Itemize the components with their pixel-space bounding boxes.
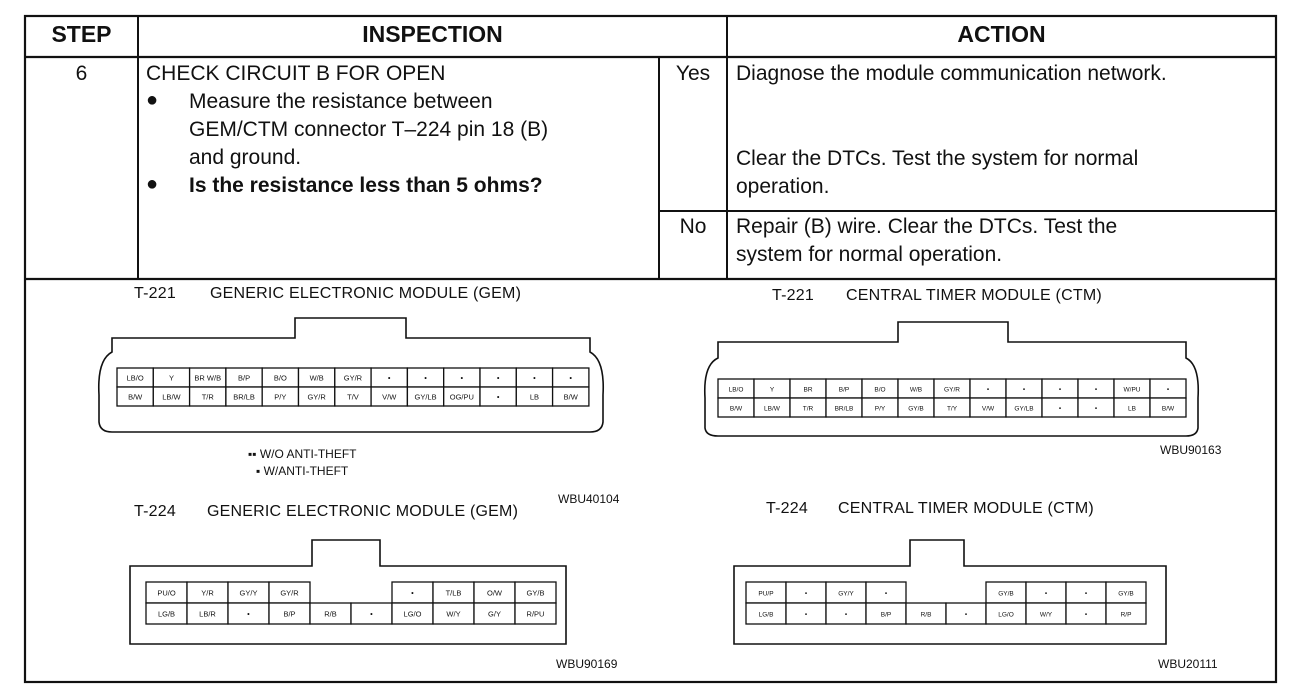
gem221-legend2: ▪ W/ANTI-THEFT bbox=[256, 464, 349, 478]
step-number: 6 bbox=[75, 62, 88, 85]
ctm224-pin-label: R/P bbox=[1120, 611, 1132, 619]
ctm221-pin-label: B/W bbox=[729, 405, 743, 413]
gem221-pin-label: • bbox=[496, 392, 500, 402]
ctm221-pin-label: • bbox=[1058, 405, 1062, 413]
header-step: STEP bbox=[51, 21, 112, 47]
ctm224-pin-label: LG/B bbox=[758, 611, 774, 619]
ctm224-pin-label: B/P bbox=[880, 611, 892, 619]
gem221-pin-label: BR/LB bbox=[233, 392, 255, 402]
ctm224-title: CENTRAL TIMER MODULE (CTM) bbox=[838, 500, 1094, 517]
ctm221-pin-label: • bbox=[1094, 405, 1098, 413]
gem224-pin-label: • bbox=[411, 588, 414, 598]
gem221-pin-label: B/W bbox=[563, 392, 578, 402]
ctm221-pin-label: B/P bbox=[838, 386, 850, 394]
ctm224-pin-label: • bbox=[844, 611, 848, 619]
inspection-bullet1-line2: GEM/CTM connector T–224 pin 18 (B) bbox=[189, 118, 549, 141]
ctm221-pin-label: W/B bbox=[909, 386, 923, 394]
gem224-title: GENERIC ELECTRONIC MODULE (GEM) bbox=[207, 503, 519, 520]
ctm221-pin-label: • bbox=[1094, 386, 1098, 394]
ctm224-pin-label: • bbox=[884, 590, 888, 598]
gem224-pin-label: B/P bbox=[283, 609, 296, 619]
gem224-connector: T-224 bbox=[134, 503, 176, 520]
yes-label: Yes bbox=[675, 62, 711, 85]
ctm221-pin-label: GY/LB bbox=[1014, 405, 1034, 413]
ctm221-pin-label: T/Y bbox=[946, 405, 958, 413]
gem221-pin-label: T/R bbox=[201, 392, 214, 402]
ctm221-pin-label: W/PU bbox=[1123, 386, 1141, 394]
ctm221-pin-label: T/R bbox=[802, 405, 814, 413]
gem221-pin-label: GY/R bbox=[343, 373, 363, 383]
gem221-pin-label: • bbox=[569, 373, 573, 383]
gem221-pin-label: Y bbox=[168, 373, 174, 383]
gem224-pin-label: LG/B bbox=[157, 609, 176, 619]
gem221-pin-label: T/V bbox=[347, 392, 359, 402]
ctm224-pin-label: • bbox=[804, 590, 808, 598]
gem224-pin-label: GY/R bbox=[280, 588, 299, 598]
gem224-pin-label: LB/R bbox=[199, 609, 216, 619]
ctm224-pin-label: R/B bbox=[920, 611, 932, 619]
ctm224-pin-label: • bbox=[1084, 611, 1088, 619]
gem224-pin-label: T/LB bbox=[445, 588, 462, 598]
ctm221-pin-label: LB bbox=[1128, 405, 1136, 413]
ctm221-pin-label: P/Y bbox=[874, 405, 886, 413]
gem221-pin-label: LB/O bbox=[126, 373, 144, 383]
no-action-line1: Repair (B) wire. Clear the DTCs. Test the bbox=[736, 215, 1118, 238]
gem221-pin-label: OG/PU bbox=[449, 392, 474, 402]
header-action: ACTION bbox=[957, 21, 1046, 47]
ctm224-pin-label: • bbox=[804, 611, 808, 619]
gem224-pin-label: • bbox=[247, 609, 250, 619]
gem224-pin-label: PU/O bbox=[157, 588, 176, 598]
gem221-legend1: ▪▪ W/O ANTI-THEFT bbox=[248, 447, 357, 461]
ctm224-pin-label: • bbox=[964, 611, 968, 619]
gem224-pin-label: O/W bbox=[487, 588, 502, 598]
gem221-pin-label: B/P bbox=[238, 373, 251, 383]
gem224-pin-label: GY/B bbox=[526, 588, 545, 598]
gem221-pin-label: LB bbox=[529, 392, 540, 402]
inspection-bullet1-line1: Measure the resistance between bbox=[189, 90, 493, 113]
ctm224-connector: T-224 bbox=[766, 500, 808, 517]
bullet-icon: ● bbox=[146, 89, 159, 111]
ctm221-pin-label: Y bbox=[769, 386, 775, 394]
gem221-code: WBU40104 bbox=[558, 492, 620, 506]
ctm221-pin-label: • bbox=[1022, 386, 1026, 394]
ctm221-pin-label: GY/B bbox=[908, 405, 924, 413]
gem224-pin-label: R/PU bbox=[526, 609, 545, 619]
ctm221-pin-label: BR bbox=[803, 386, 813, 394]
gem224-pin-label: • bbox=[370, 609, 373, 619]
gem224-pin-label: W/Y bbox=[446, 609, 461, 619]
gem221-title: GENERIC ELECTRONIC MODULE (GEM) bbox=[210, 285, 522, 302]
ctm221-pin-label: • bbox=[1166, 386, 1170, 394]
gem224-pin-label: G/Y bbox=[488, 609, 501, 619]
gem224-pin-label: R/B bbox=[324, 609, 337, 619]
no-label: No bbox=[679, 215, 707, 238]
ctm224-pin-label: PU/P bbox=[758, 590, 774, 598]
gem221-pin-label: P/Y bbox=[274, 392, 287, 402]
ctm221-pin-label: BR/LB bbox=[834, 405, 854, 413]
yes-action-line3: operation. bbox=[736, 175, 830, 198]
no-action-line2: system for normal operation. bbox=[736, 243, 1003, 266]
ctm224-pin-label: W/Y bbox=[1039, 611, 1053, 619]
ctm221-title: CENTRAL TIMER MODULE (CTM) bbox=[846, 287, 1102, 304]
gem221-pin-label: V/W bbox=[382, 392, 397, 402]
ctm221-pin-label: B/O bbox=[874, 386, 886, 394]
ctm224-pin-label: GY/B bbox=[998, 590, 1014, 598]
ctm221-code: WBU90163 bbox=[1160, 443, 1222, 457]
gem221-pin-label: B/W bbox=[128, 392, 143, 402]
inspection-title: CHECK CIRCUIT B FOR OPEN bbox=[146, 62, 446, 85]
gem224-pin-label: GY/Y bbox=[239, 588, 258, 598]
ctm221-pin-label: LB/W bbox=[764, 405, 780, 413]
ctm221-pin-label: GY/R bbox=[944, 386, 960, 394]
gem221-pin-label: GY/R bbox=[307, 392, 326, 402]
ctm221-pin-label: LB/O bbox=[728, 386, 744, 394]
gem221-pin-label: BR W/B bbox=[194, 373, 222, 383]
gem221-pin-label: W/B bbox=[309, 373, 324, 383]
ctm221-pin-label: V/W bbox=[981, 405, 995, 413]
gem221-pin-label: LB/W bbox=[162, 392, 181, 402]
ctm221-pin-label: B/W bbox=[1161, 405, 1175, 413]
ctm224-pin-label: • bbox=[1044, 590, 1048, 598]
ctm221-pin-label: • bbox=[1058, 386, 1062, 394]
yes-action-line2: Clear the DTCs. Test the system for normal bbox=[736, 147, 1139, 170]
bullet-icon: ● bbox=[146, 173, 159, 195]
gem221-connector: T-221 bbox=[134, 285, 176, 302]
ctm224-pin-label: GY/B bbox=[1118, 590, 1134, 598]
header-inspection: INSPECTION bbox=[362, 21, 503, 47]
gem224-pin-label: Y/R bbox=[201, 588, 214, 598]
gem221-pin-label: • bbox=[424, 373, 427, 383]
gem221-pin-label: GY/LB bbox=[414, 392, 437, 402]
yes-action-line1: Diagnose the module communication network. bbox=[736, 62, 1167, 85]
inspection-bullet1-line3: and ground. bbox=[189, 146, 302, 169]
inspection-bullet2: Is the resistance less than 5 ohms? bbox=[189, 174, 543, 197]
gem224-pin-label: LG/O bbox=[403, 609, 422, 619]
ctm224-code: WBU20111 bbox=[1158, 657, 1218, 671]
gem221-pin-label: • bbox=[496, 373, 500, 383]
ctm221-pin-label: • bbox=[986, 386, 990, 394]
ctm221-connector: T-221 bbox=[772, 287, 814, 304]
gem224-code: WBU90169 bbox=[556, 657, 618, 671]
ctm224-pin-label: GY/Y bbox=[838, 590, 854, 598]
gem221-pin-label: • bbox=[387, 373, 391, 383]
ctm224-pin-label: • bbox=[1084, 590, 1088, 598]
gem221-pin-label: B/O bbox=[273, 373, 287, 383]
gem221-pin-label: • bbox=[533, 373, 536, 383]
gem221-pin-label: • bbox=[460, 373, 464, 383]
ctm224-pin-label: LG/O bbox=[998, 611, 1014, 619]
